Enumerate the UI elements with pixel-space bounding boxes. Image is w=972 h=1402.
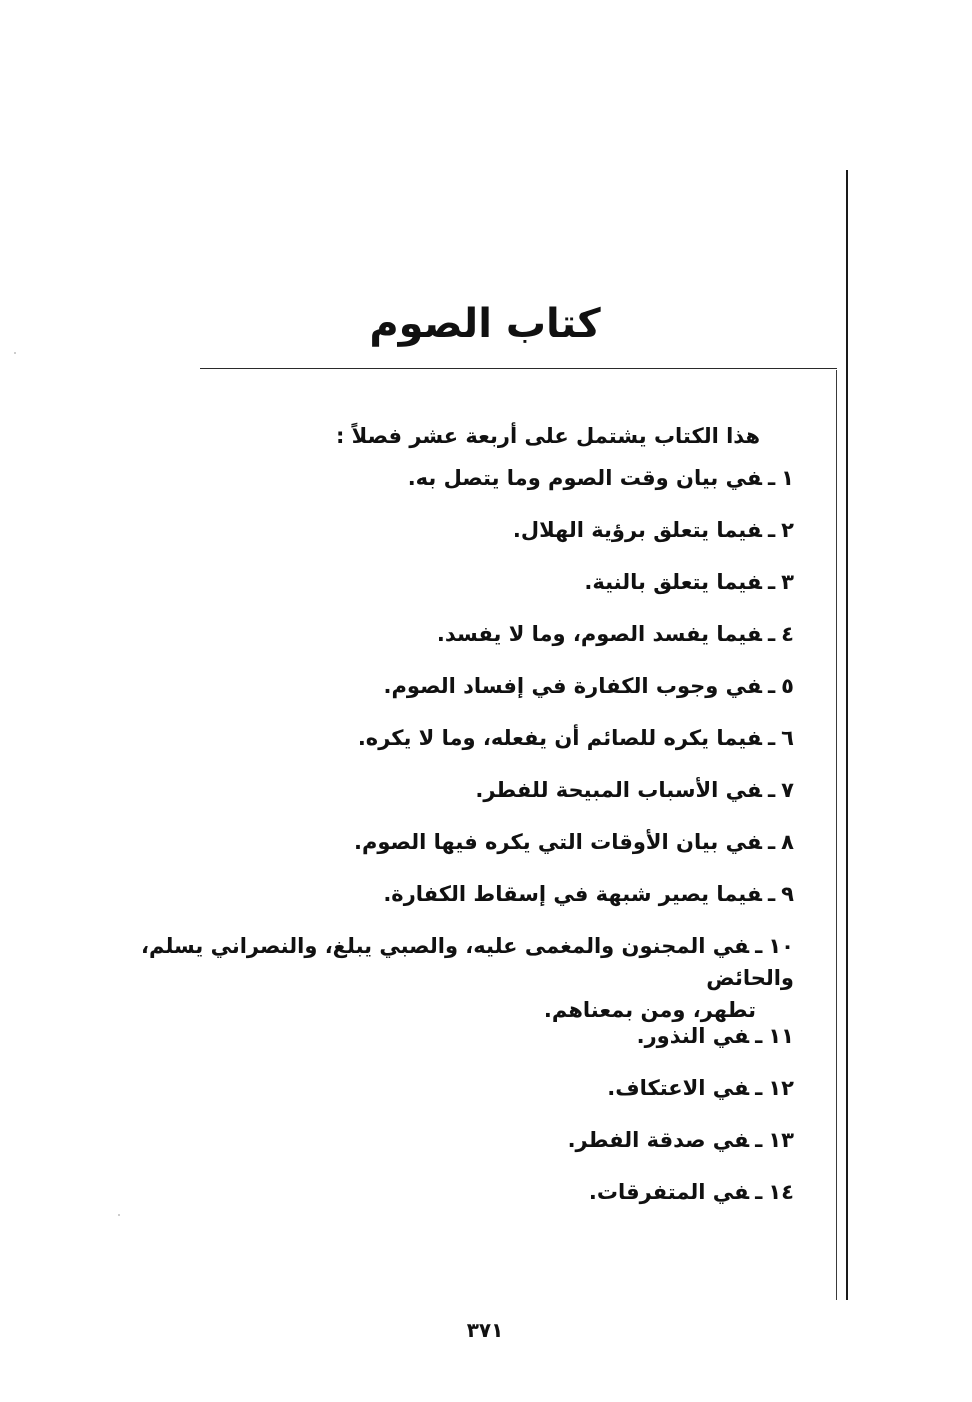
chapter-number: ١١ (768, 1024, 794, 1048)
list-item (94, 458, 794, 510)
separator: ـ (767, 778, 776, 802)
chapter-number: ٩ (781, 882, 794, 906)
chapter-text: في المتفرقات. (588, 1180, 750, 1204)
list-item (94, 666, 794, 718)
chapter-title: كتاب الصوم (369, 301, 601, 347)
list-item (94, 718, 794, 770)
intro-text: هذا الكتاب يشتمل على أربعة عشر فصلاً : (335, 424, 760, 448)
chapter-text: في بيان وقت الصوم وما يتصل به. (407, 466, 762, 490)
chapter-text: في وجوب الكفارة في إفساد الصوم. (383, 674, 762, 698)
chapter-list (94, 458, 794, 1224)
chapter-text: في الأسباب المبيحة للفطر. (475, 778, 762, 802)
inner-margin-rule (836, 370, 837, 1300)
chapter-number: ١٢ (768, 1076, 794, 1100)
chapter-text: فيما يكره للصائم أن يفعله، وما لا يكره. (357, 726, 762, 750)
separator: ـ (755, 1076, 763, 1100)
chapter-number: ١٠ (768, 934, 794, 958)
separator: ـ (767, 830, 776, 854)
separator: ـ (767, 466, 776, 490)
scan-speck (118, 1214, 120, 1216)
separator: ـ (767, 882, 776, 906)
chapter-number: ٦ (781, 726, 794, 750)
separator: ـ (755, 1024, 763, 1048)
chapter-text: في النذور. (636, 1024, 750, 1048)
separator: ـ (767, 674, 776, 698)
list-item (94, 926, 794, 1022)
list-item (94, 562, 794, 614)
separator: ـ (767, 518, 776, 542)
chapter-number: ٣ (781, 570, 794, 594)
chapter-number: ٧ (781, 778, 794, 802)
chapter-text: فيما يفسد الصوم، وما لا يفسد. (436, 622, 762, 646)
separator: ـ (767, 622, 776, 646)
chapter-number: ٨ (781, 830, 794, 854)
chapter-number: ٥ (781, 674, 794, 698)
separator: ـ (767, 726, 776, 750)
list-item (94, 1172, 794, 1224)
chapter-number: ١٣ (768, 1128, 794, 1152)
scan-speck (14, 352, 16, 354)
chapter-text: في بيان الأوقات التي يكره فيها الصوم. (354, 830, 762, 854)
chapter-text: فيما يصير شبهة في إسقاط الكفارة. (383, 882, 762, 906)
chapter-text-continuation: تطهر، ومن بمعناهم. (543, 998, 756, 1022)
chapter-number: ١ (781, 466, 794, 490)
list-item (94, 1016, 794, 1068)
chapter-text: في الاعتكاف. (607, 1076, 750, 1100)
separator: ـ (767, 570, 776, 594)
title-underline-rule (200, 368, 837, 369)
separator: ـ (755, 934, 763, 958)
chapter-number: ١٤ (768, 1180, 794, 1204)
chapter-text: فيما يتعلق بالنية. (584, 570, 762, 594)
chapter-number: ٤ (781, 622, 794, 646)
chapter-text: في صدقة الفطر. (567, 1128, 750, 1152)
page-number: ٣٧١ (466, 1318, 504, 1342)
list-item (94, 614, 794, 666)
separator: ـ (755, 1128, 763, 1152)
chapter-text: فيما يتعلق برؤية الهلال. (512, 518, 762, 542)
chapter-number: ٢ (781, 518, 794, 542)
list-item (94, 1120, 794, 1172)
separator: ـ (755, 1180, 763, 1204)
chapter-text: في المجنون والمغمى عليه، والصبي يبلغ، والنصراني يسلم، والحائض (141, 934, 794, 990)
list-item (94, 770, 794, 822)
list-item (94, 822, 794, 874)
right-margin-rule (846, 170, 848, 1300)
list-item (94, 1068, 794, 1120)
list-item (94, 874, 794, 926)
list-item (94, 510, 794, 562)
